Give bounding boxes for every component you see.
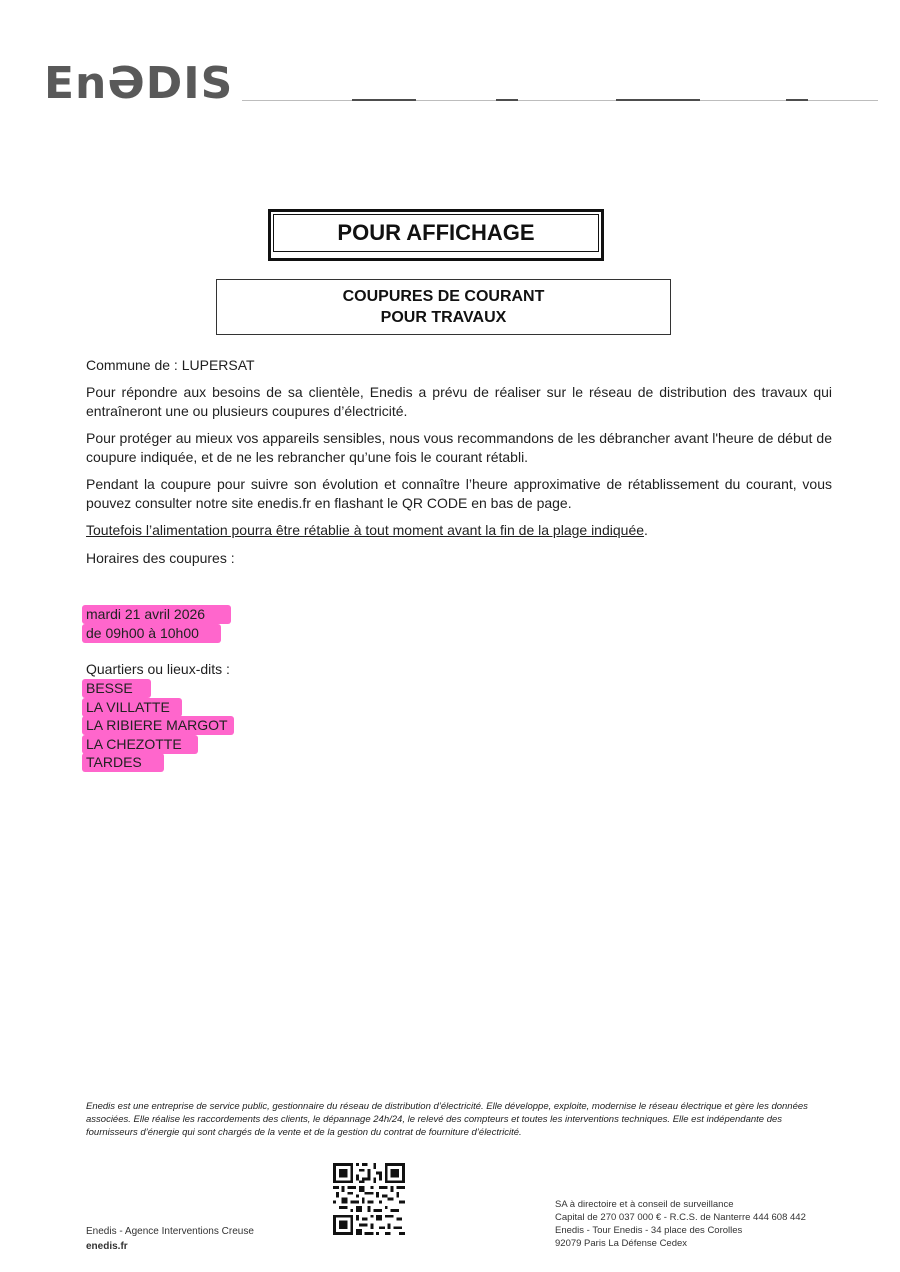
footer-legal-block [555,1198,806,1250]
schedule-time: de 09h00 à 10h00 [82,624,221,643]
footer-agency: Enedis - Agence Interventions Creuse [86,1226,254,1237]
header-rule-accent [786,99,808,101]
pour-affichage-label: POUR AFFICHAGE [273,214,599,252]
footer-legal-line: SA à directoire et à conseil de surveillance [555,1199,734,1210]
quartier-name: BESSE [82,679,151,698]
footer-legal-line: Enedis - Tour Enedis - 34 place des Corolles [555,1225,743,1236]
footer-disclaimer: Enedis est une entreprise de service public, gestionnaire du réseau de distribution d’électricité. Elle développe, exploite, modernise le réseau électrique et gère les données associées. Elle réalise les raccordements des clients, le dépannage 24h/24, le relevé des compteurs et toutes les interventions techniques. Elle est indépendante des fournisseurs d’énergie qui sont chargés de la vente et de la gestion du contrat de fourniture d’électricité. [86,1101,808,1138]
header-rule-accent [496,99,518,101]
pour-affichage-box [268,209,604,261]
header-rule-accent [616,99,700,101]
paragraph-protection: Pour protéger au mieux vos appareils sensibles, nous vous recommandons de les débrancher avant l'heure de début de coupure indiquée, et de ne les rebrancher qu’une fois le courant rétabli. [86,430,832,465]
quartier-item [86,698,182,717]
footer-legal-line: 92079 Paris La Défense Cedex [555,1238,688,1249]
paragraph-qr-info [86,475,832,513]
warning-period: . [644,522,648,538]
quartier-name: LA CHEZOTTE [82,735,198,754]
qr-code-icon[interactable] [333,1163,405,1235]
quartier-name: LA VILLATTE [82,698,182,717]
enedis-logo: EnƏDIS [44,58,234,109]
horaires-label: Horaires des coupures : [86,550,235,566]
notice-title-box [216,279,671,335]
quartier-item [86,716,234,735]
commune-line: Commune de : LUPERSAT [86,357,255,373]
paragraph-intro: Pour répondre aux besoins de sa clientèle, Enedis a prévu de réaliser sur le réseau de distribution des travaux qui entraîneront une ou plusieurs coupures d’électricité. [86,384,832,419]
header-rule [242,100,878,101]
quartier-item [86,679,151,698]
quartiers-label: Quartiers ou lieux-dits : [86,661,230,677]
schedule-date-line [86,605,231,624]
schedule-date: mardi 21 avril 2026 [82,605,231,624]
warning-underlined-text: Toutefois l’alimentation pourra être rétablie à tout moment avant la fin de la plage indiquée [86,522,645,538]
notice-title-line1: COUPURES DE COURANT [342,288,545,305]
footer-legal-line: Capital de 270 037 000 € - R.C.S. de Nanterre 444 608 442 [555,1212,806,1223]
quartier-name: TARDES [82,753,164,772]
quartier-item [86,753,164,772]
paragraph-qr-info-text: Pendant la coupure pour suivre son évolution et connaître l’heure approximative de rétablissement du courant, vous pouvez consulter notre site enedis.fr en flashant le QR CODE en bas de page. [86,476,832,511]
notice-title-line2: POUR TRAVAUX [380,309,507,326]
header-rule-accent [352,99,416,101]
paragraph-warning [86,521,832,540]
footer-website-link[interactable]: enedis.fr [86,1241,128,1252]
schedule-time-line [86,624,221,643]
quartier-name: LA RIBIERE MARGOT [82,716,234,735]
quartier-item [86,735,198,754]
footer-agency-block [86,1224,254,1254]
